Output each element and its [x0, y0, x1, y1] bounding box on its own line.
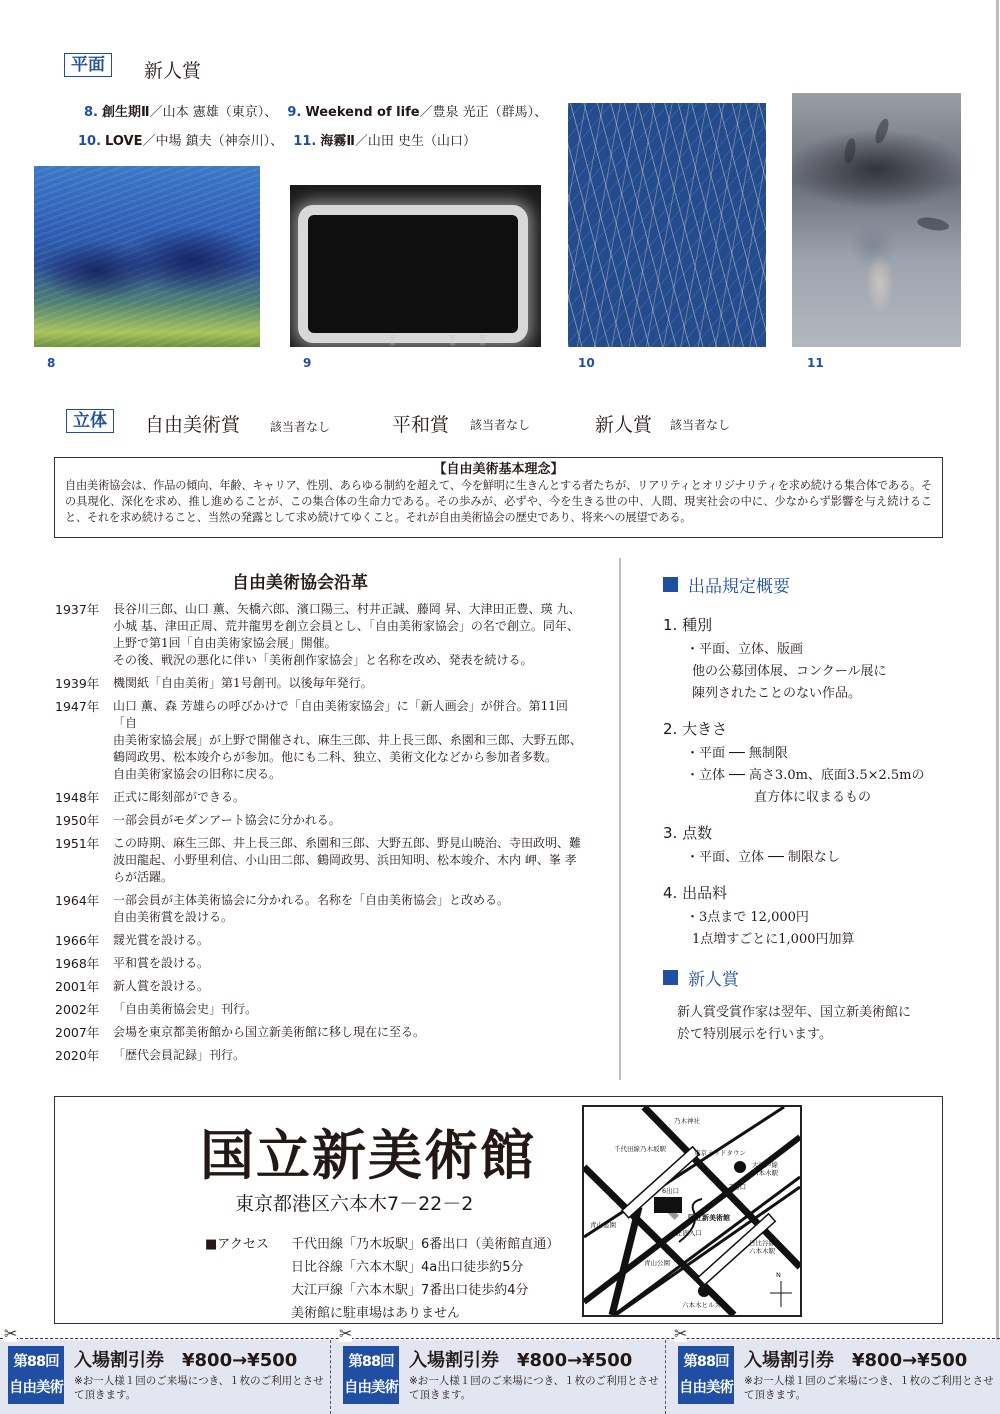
page-edge: [996, 0, 999, 1414]
sculpture-award-2: 平和賞: [392, 414, 450, 436]
rule-item: 4. 出品料 ・3点まで 12,000円 1点増すごとに1,000円加算: [663, 883, 983, 951]
philosophy-title: 【自由美術基本理念】: [433, 462, 564, 477]
entry-rules: [663, 572, 983, 1046]
coupon-note: ※お一人様１回のご来場につき、１枚のご利用とさせて頂きます。: [74, 1375, 324, 1401]
svg-text:青山霊園: 青山霊園: [590, 1221, 616, 1229]
works-line-2: [78, 130, 476, 149]
column-divider: [619, 558, 621, 1080]
svg-text:六本木駅: 六本木駅: [749, 1247, 775, 1255]
svg-text:青山公園: 青山公園: [644, 1259, 670, 1267]
newcomer-text: 於て特別展示を行います。: [677, 1027, 832, 1042]
work-number: 11.: [293, 134, 317, 149]
work-title: 海霧Ⅱ: [320, 134, 355, 149]
history-entry: [55, 789, 585, 806]
rule-heading: 2. 大きさ: [663, 720, 728, 738]
category-badge-sculpture: 立体: [66, 409, 114, 433]
philosophy-text: 自由美術協会は、作品の傾向、年齢、キャリア、性別、あらゆる制約を超えて、今を鮮明に生きんとする者たちが、リアリティとオリジナリティを求め続ける集合体である。その具現化、深化を求め、推し進めることが、この集合体の生命力である。その歩みが、必ずや、今を生きる世の中、人間、現実社会の中に、少なからず影響を与え続けること、それを求め続けること、当然の発露として求め続けてゆくこと。それが自由美術協会の歴史であり、将来への展望である。: [65, 479, 932, 524]
history-text: 「歴代会員記録」刊行。: [113, 1048, 246, 1062]
history-entry: [55, 1024, 585, 1041]
venue-address: 東京都港区六本木7－22－2: [235, 1193, 474, 1215]
coupon-badge: 第88回 自由美術: [8, 1346, 64, 1404]
svg-text:N: N: [776, 1271, 781, 1279]
sculpture-award-3: 新人賞: [595, 414, 653, 436]
coupon-badge: 第88回 自由美術: [343, 1346, 399, 1404]
access-lines: 千代田線「乃木坂駅」6番出口（美術館直通） 日比谷線「六本木駅」4a出口徒歩約5分 大江戸線「六本木駅」7番出口徒歩約4分 美術館に駐車場はありません: [291, 1237, 560, 1321]
history-year: 1939年: [55, 676, 100, 691]
coupon-badge: 第88回 自由美術: [678, 1346, 734, 1404]
square-bullet-icon: [663, 577, 678, 592]
coupon-separator: [330, 1340, 331, 1414]
history-text: 正式に彫刻部ができる。: [113, 790, 246, 804]
access-label: ■アクセス: [205, 1237, 269, 1252]
rule-heading: 4. 出品料: [663, 884, 728, 902]
scissors-icon: ✂: [4, 1324, 18, 1343]
coupon-separator: [665, 1340, 666, 1414]
history-entry: [55, 892, 585, 926]
scissors-icon: ✂: [674, 1324, 688, 1343]
history-year: 1968年: [55, 956, 100, 971]
history-entry: [55, 675, 585, 692]
sculpture-award-1: 自由美術賞: [145, 414, 241, 436]
history-text: 新人賞を設ける。: [113, 979, 210, 993]
coupon-title: 入場割引券 ¥800→¥500: [409, 1350, 633, 1371]
svg-text:大江戸線: 大江戸線: [752, 1161, 778, 1169]
cut-line: [0, 1338, 1000, 1339]
rules-heading: 出品規定概要: [663, 572, 983, 597]
coupon-note: ※お一人様１回のご来場につき、１枚のご利用とさせて頂きます。: [409, 1375, 659, 1401]
artwork-8-label: 8: [47, 356, 56, 370]
discount-coupon[interactable]: [335, 1324, 670, 1414]
artwork-11-label: 11: [807, 356, 824, 370]
work-title: 創生期Ⅱ: [101, 105, 150, 120]
svg-text:乃木神社: 乃木神社: [674, 1117, 700, 1125]
history-entry: [55, 978, 585, 995]
history-year: 1966年: [55, 933, 100, 948]
newcomer-text: 新人賞受賞作家は翌年、国立新美術館に: [677, 1005, 912, 1020]
venue-name: 国立新美術館: [200, 1124, 536, 1187]
history-year: 1947年: [55, 699, 100, 714]
history-year: 1964年: [55, 893, 100, 908]
rule-heading: 1. 種別: [663, 616, 713, 634]
work-number: 10.: [78, 134, 102, 149]
history-entry: [55, 955, 585, 972]
newcomer-heading: 新人賞: [663, 965, 983, 990]
rule-item: 1. 種別 ・平面、立体、版画 他の公募団体展、コンクール展に 陳列されたことのない作品。: [663, 615, 983, 705]
history-entry: [55, 698, 585, 783]
coupon-note: ※お一人様１回のご来場につき、１枚のご利用とさせて頂きます。: [744, 1375, 994, 1401]
philosophy-box: [54, 457, 943, 538]
sculpture-award-1-result: 該当者なし: [270, 420, 331, 434]
history-text: この時期、麻生三郎、井上長三郎、糸園和三郎、大野五郎、野見山暁治、寺田政明、難 波田龍起、小野里利信、小山田二郎、鶴岡政男、浜田知明、松本竣介、木内 岬、峯 孝 らが活躍。: [113, 836, 582, 884]
venue-box: [54, 1096, 943, 1324]
history-text: 一部会員が主体美術協会に分かれる。名称を「自由美術協会」と改める。 自由美術賞を設ける。: [113, 893, 510, 924]
history-text: 会場を東京都美術館から国立新美術館に移し現在に至る。: [113, 1025, 426, 1039]
artwork-8-image: [34, 166, 260, 347]
history-entry: [55, 835, 585, 886]
work-artist: ／山田 史生（山口）: [354, 134, 477, 149]
svg-text:六本木駅: 六本木駅: [752, 1169, 778, 1177]
work-title: Weekend of life: [305, 105, 420, 120]
history-entry: [55, 601, 585, 669]
discount-coupon[interactable]: [670, 1324, 1000, 1414]
sculpture-award-3-result: 該当者なし: [670, 418, 731, 432]
coupon-title: 入場割引券 ¥800→¥500: [744, 1350, 968, 1371]
history-entry: [55, 812, 585, 829]
history-year: 1948年: [55, 790, 100, 805]
discount-coupon[interactable]: [0, 1324, 335, 1414]
work-title: LOVE: [105, 134, 143, 149]
map-roads-icon: [584, 1107, 800, 1315]
history-text: 「自由美術協会史」刊行。: [113, 1002, 258, 1016]
artwork-9-image: [290, 185, 541, 347]
svg-text:千代田線乃木坂駅: 千代田線乃木坂駅: [614, 1145, 666, 1153]
rule-heading: 3. 点数: [663, 824, 713, 842]
history-text: 山口 薫、森 芳雄らの呼びかけで「自由美術家協会」に「新人画会」が併合。第11回「自 由美術家協会展」が上野で開催され、麻生三郎、井上長三郎、糸園和三郎、大野五郎、 鶴岡政男、松本竣介らが参加。他にも二科、独立、美術文化などから参加者多数。 自由美術家協会の旧称に戻る。: [113, 699, 582, 781]
svg-text:六本木ヒルズ: 六本木ヒルズ: [682, 1301, 721, 1309]
history-year: 1950年: [55, 813, 100, 828]
history-year: 2007年: [55, 1025, 100, 1040]
history-entry: [55, 1001, 585, 1018]
access-map: [582, 1105, 802, 1317]
work-artist: ／山本 憲雄（東京）、: [149, 105, 278, 120]
artwork-10-image: [568, 103, 766, 347]
svg-text:6出口: 6出口: [662, 1187, 680, 1195]
history-entry: [55, 1047, 585, 1064]
artwork-10-label: 10: [578, 356, 595, 370]
svg-text:7出口: 7出口: [729, 1183, 747, 1191]
artwork-11-image: [792, 93, 961, 347]
history-text: 靉光賞を設ける。: [113, 933, 210, 947]
history-list: [55, 601, 585, 1070]
work-artist: ／中場 鎮夫（神奈川）、: [142, 134, 284, 149]
history-year: 1951年: [55, 836, 100, 851]
works-line-1: [84, 101, 547, 120]
category-badge-painting: 平面: [64, 53, 112, 77]
scissors-icon: ✂: [339, 1324, 353, 1343]
history-text: 平和賞を設ける。: [113, 956, 210, 970]
history-year: 2020年: [55, 1048, 100, 1063]
history-title: 自由美術協会沿革: [232, 573, 368, 593]
history-entry: [55, 932, 585, 949]
rule-item: 2. 大きさ ・平面 ── 無制限 ・立体 ── 高さ3.0m、底面3.5×2.5mの 直方体に収まるもの: [663, 719, 983, 809]
work-artist: ／豊泉 光正（群馬）、: [419, 105, 548, 120]
artwork-9-label: 9: [303, 356, 312, 370]
work-number: 9.: [287, 105, 302, 120]
history-text: 機関紙「自由美術」第1号創刊。以後毎年発行。: [113, 676, 373, 690]
svg-text:国立新美術館: 国立新美術館: [688, 1214, 730, 1222]
history-year: 1937年: [55, 602, 100, 617]
work-number: 8.: [84, 105, 98, 120]
history-year: 2001年: [55, 979, 100, 994]
history-year: 2002年: [55, 1002, 100, 1017]
history-text: 一部会員がモダンアート協会に分かれる。: [113, 813, 341, 827]
history-text: 長谷川三郎、山口 薫、矢橋六郎、濱口陽三、村井正誠、藤岡 昇、大津田正豊、瑛 九、 小城 基、津田正周、荒井龍男を創立会員とし、「自由美術家協会」の名で創立。同年、 上野で第1回「自由美術家協会展」開催。 その後、戦況の悪化に伴い「美術創作家協会」と名称を改め、発表を続ける。: [113, 602, 581, 667]
painting-award-title: 新人賞: [144, 60, 202, 82]
rule-item: 3. 点数 ・平面、立体 ── 制限なし: [663, 823, 983, 869]
svg-text:正面入口: 正面入口: [676, 1229, 702, 1237]
square-bullet-icon: [663, 970, 678, 985]
svg-text:東京ミッドタウン: 東京ミッドタウン: [694, 1149, 746, 1157]
svg-text:日比谷線: 日比谷線: [749, 1239, 775, 1247]
sculpture-award-2-result: 該当者なし: [470, 418, 531, 432]
coupon-title: 入場割引券 ¥800→¥500: [74, 1350, 298, 1371]
